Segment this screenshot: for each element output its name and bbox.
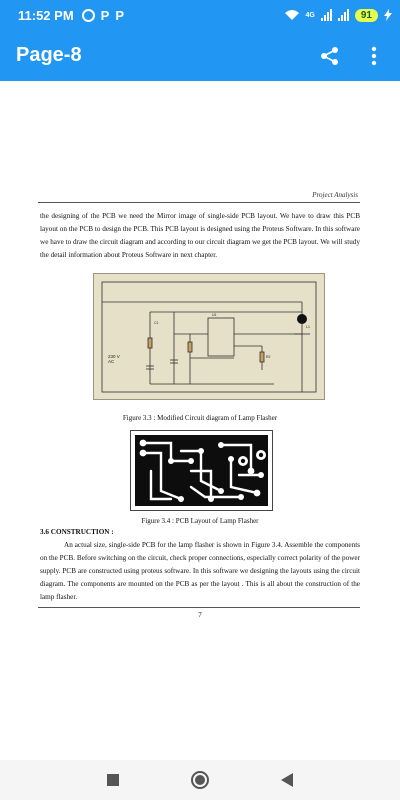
wifi-icon — [284, 9, 300, 21]
svg-text:AC: AC — [108, 359, 115, 364]
triangle-back-icon — [280, 772, 294, 788]
recents-button[interactable] — [101, 768, 125, 792]
more-vert-icon — [371, 46, 377, 66]
figure-3-4-caption: Figure 3.4 : PCB Layout of Lamp Flasher — [141, 517, 259, 525]
share-icon — [320, 46, 340, 66]
signal-icon-2 — [338, 9, 349, 21]
app-bar — [0, 30, 400, 81]
svg-text:L1: L1 — [306, 325, 310, 329]
more-options-button[interactable] — [362, 44, 386, 68]
circle-icon — [190, 770, 210, 790]
notification-p-icon-2: P — [115, 7, 124, 23]
page-number: 7 — [198, 611, 202, 619]
network-type-label: 4G — [305, 11, 315, 19]
status-notification-icons — [82, 8, 124, 23]
svg-text:C1: C1 — [154, 321, 159, 325]
svg-text:U1: U1 — [212, 313, 217, 317]
paragraph-construction-text: An actual size, single-side PCB for the lamp flasher is shown in Figure 3.4. Assemble the components on the PCB. Before switching on the circuit, check proper connections, especially correct polarity of the power supply. PCB are constructed using proteus software. In this software we designing the layouts using the circuit diagram. The components are mounted on the PCB as per the layout . This is all about the construction of the lamp flasher. — [40, 541, 360, 601]
header-rule — [38, 202, 360, 203]
status-system-icons — [284, 9, 392, 22]
square-icon — [106, 773, 120, 787]
charging-bolt-icon — [384, 9, 392, 21]
notification-p-icon: P — [100, 7, 110, 23]
footer-rule — [38, 607, 360, 608]
page-title: Page-8 — [16, 44, 82, 66]
circuit-diagram-drawing — [94, 274, 324, 399]
figure-3-3-caption: Figure 3.3 : Modified Circuit diagram of Lamp Flasher — [122, 414, 278, 422]
paragraph-construction — [40, 539, 360, 604]
status-time: 11:52 PM — [18, 7, 74, 23]
back-button[interactable] — [275, 768, 299, 792]
paragraph-intro — [40, 210, 360, 262]
battery-indicator: 91 — [355, 9, 378, 22]
status-bar — [0, 0, 400, 30]
navigation-bar — [0, 760, 400, 800]
circuit-diagram-figure — [93, 273, 325, 400]
paragraph-intro-text: the designing of the PCB we need the Mirror image of single-side PCB layout. We have to draw this PCB layout on the PCB to design the PCB. This PCB layout is designed using the Proteus Software. In this software we have to draw the circuit diagram and according to our circuit diagram we get the PCB layout. We will study the detail information about Proteus Software in next chapter. — [40, 212, 360, 259]
signal-icon — [321, 9, 332, 21]
section-heading-construction: 3.6 CONSTRUCTION : — [40, 528, 114, 536]
svg-text:R2: R2 — [266, 355, 271, 359]
alarm-icon — [82, 9, 95, 22]
document-page[interactable] — [0, 81, 400, 760]
home-button[interactable] — [188, 768, 212, 792]
svg-text:230 V: 230 V — [108, 354, 120, 359]
pcb-layout-figure — [130, 430, 273, 511]
pcb-layout-drawing — [131, 431, 272, 510]
share-button[interactable] — [318, 44, 342, 68]
running-header: Project Analysis — [312, 191, 358, 199]
